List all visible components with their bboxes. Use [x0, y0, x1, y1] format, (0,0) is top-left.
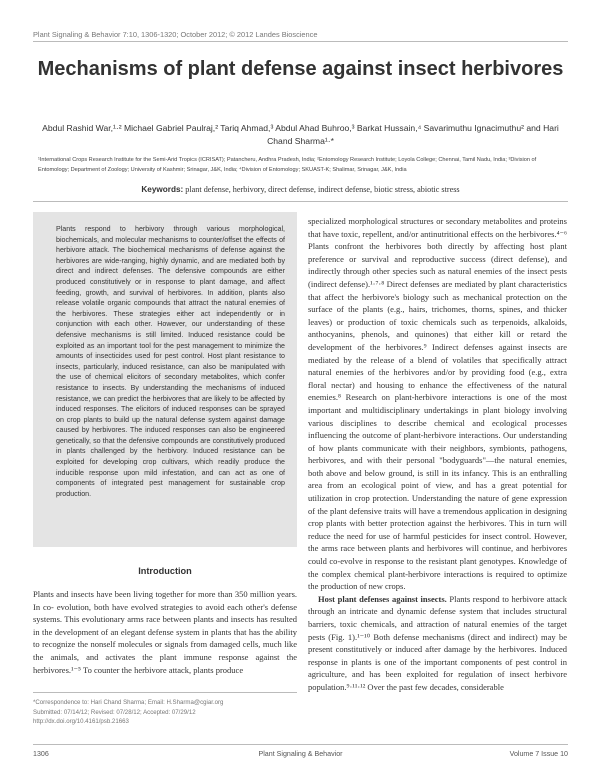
left-column-body: [33, 588, 297, 676]
page-footer: [33, 750, 568, 760]
keywords-label: Keywords:: [141, 185, 184, 194]
keywords-rule: [33, 201, 568, 202]
section-lead-heading: Host plant defenses against insects.: [318, 593, 447, 604]
introduction-paragraph: Plants and insects have been living together for more than 350 million years. In co- evolution, both have evolved strategies to avoid each other's defense systems. This evolutionary arms race between plants and insects has resulted in the development of an elegant defense system in plants that has the ability to recognize the nonself molecules or signals from damaged cells, much like the animals, and activates the plant immune response against the herbivores.¹⁻⁵ To counter the herbivore attack, plants produce: [33, 589, 297, 675]
footnote-separator: [33, 692, 297, 693]
author-list: Abdul Rashid War,¹·² Michael Gabriel Paulraj,² Tariq Ahmad,³ Abdul Ahad Buhroo,³ Barkat Hussain,⁴ Savarimuthu Ignacimuthu² and Hari Chand Sharma¹·*: [42, 123, 559, 146]
footer-rule: [33, 744, 568, 745]
page-number: 1306: [33, 750, 49, 758]
abstract-box: [33, 212, 297, 547]
abstract-text: Plants respond to herbivory through various morphological, biochemicals, and molecular mechanisms to counter/offset the effects of herbivore attack. The biochemical mechanisms of defense against the herbivores are wide-ranging, highly dynamic, and are mediated both by direct and indirect defenses. The defensive compounds are either produced constitutively or in response to plant damage, and affect feeding, growth, and survival of herbivores. In addition, plants also release volatile organic compounds that attract the natural enemies of the herbivores. These strategies either act independently or in conjunction with each other. However, our understanding of these defensive mechanisms is still limited. Induced resistance could be exploited as an important tool for the pest management to minimize the amounts of insecticides used for pest control. Host plant resistance to insects, particularly, induced resistance, can also be manipulated with the use of chemical elicitors of secondary metabolites, which confer resistance to insects. By understanding the mechanisms of induced resistance, we can predict the herbivores that are likely to be affected by induced responses. The elicitors of induced responses can be sprayed on crop plants to build up the natural defense system against damage caused by herbivores. The induced responses can also be engineered genetically, so that the defensive compounds are constitutively produced in plants challenged by the herbivory. Induced resistance can be exploited for developing crop cultivars, which readily produce the inducible response upon mild infestation, and can act as one of components of integrated pest management for sustainable crop production.: [56, 225, 285, 498]
running-header: Plant Signaling & Behavior 7:10, 1306-1320; October 2012; © 2012 Landes Bioscience: [33, 30, 318, 39]
paper-title: Mechanisms of plant defense against insect herbivores: [37, 58, 564, 80]
affiliations: ¹International Crops Research Institute for the Semi-Arid Tropics (ICRISAT); Patancheru, Andhra Pradesh, India; ²Entomology Research Institute; Loyola College; Chennai, Tamil Nadu, India; ³Division of Entomology; Department of Zoology; University of Kashmir; Srinagar, J&K, India; ⁴Division of Entomology; SKUAST-K; Shalimar, Srinagar, J&K, India: [38, 157, 537, 173]
correspondence-footnote: [33, 698, 297, 727]
keywords-text: plant defense, herbivory, direct defense, indirect defense, biotic stress, abiotic stress: [185, 185, 460, 194]
right-paragraph-1: specialized morphological structures or secondary metabolites and proteins that have toxic, repellent, and/or antinutritional effects on the herbivores.⁴⁻⁶ Plants confront the herbivores both directly by affecting host plant preference or survival and reproductive success (direct defense), and indirectly through other species such as natural enemies of the insect pests (indirect defense).¹·⁷·⁸ Direct defenses are mediated by plant characteristics that affect the herbivore's biology such as mechanical protection on the surface of the plants (e.g., hairs, trichomes, thorns, spines, and thicker leaves) or production of toxic chemicals such as terpenoids, alkaloids, anthocyanins, phenols, and quinones) that either kill or retard the development of the herbivores.⁹ Indirect defenses against insects are mediated by the release of a blend of volatiles that specifically attract natural enemies of the herbivores and/or by providing food (e.g., extra floral nectar) and housing to enhance the effectiveness of the natural enemies.⁸ Research on plant-herbivore interactions is one of the most important and multidisciplinary undertakings in plant biology involving various disciplines to describe chemical and ecological processes influencing the outcome of plant-herbivore interactions. Our understanding of how plants communicate with their neighbors, symbionts, pathogens, herbivores, and with their personal "bodyguards"—the natural enemies, both above and below ground, is still in its infancy. This is an enthralling area from an ecological point of view, and has a great potential for utilization in crop protection. Understanding the nature of gene expression of the plant defensive traits will have a tremendous application in designing crop plants with better protection against the herbivores. This in turn will reduce the need for use of harmful pesticides for insect control. However, the arms race between plants and herbivores will continue, and herbivores could co-evolve in response to the resistant plant genotypes. Knowledge of the complex chemical plant-herbivore interactions is required to optimize the production of new crops.: [308, 216, 567, 592]
introduction-heading: Introduction: [138, 566, 192, 576]
doi-link[interactable]: http://dx.doi.org/10.4161/psb.21663: [33, 718, 129, 726]
keywords-line: [33, 185, 568, 194]
journal-name: Plant Signaling & Behavior: [258, 750, 343, 758]
dates-line: Submitted: 07/14/12; Revised: 07/28/12; Accepted: 07/29/12: [33, 708, 196, 716]
right-column-body: [308, 215, 567, 694]
header-rule: [33, 41, 568, 42]
right-paragraph-2: [308, 593, 567, 694]
right-paragraph-2-text: Plants respond to herbivore attack through an intricate and dynamic defense system that includes structural barriers, toxic chemicals, and attraction of natural enemies of the target pests (Fig. 1).¹⁻¹⁰ Both defense mechanisms (direct and indirect) may be present constitutively or induced after damage by the herbivores. Induced response in plants is one of the important components of pest control in agriculture, and has been exploited for regulation of insect herbivore population.⁹·¹¹·¹² Over the past few decades, considerable: [308, 593, 567, 692]
correspondence-line: *Correspondence to: Hari Chand Sharma; Email: H.Sharma@cgiar.org: [33, 699, 224, 706]
volume-issue: Volume 7 Issue 10: [509, 750, 568, 758]
